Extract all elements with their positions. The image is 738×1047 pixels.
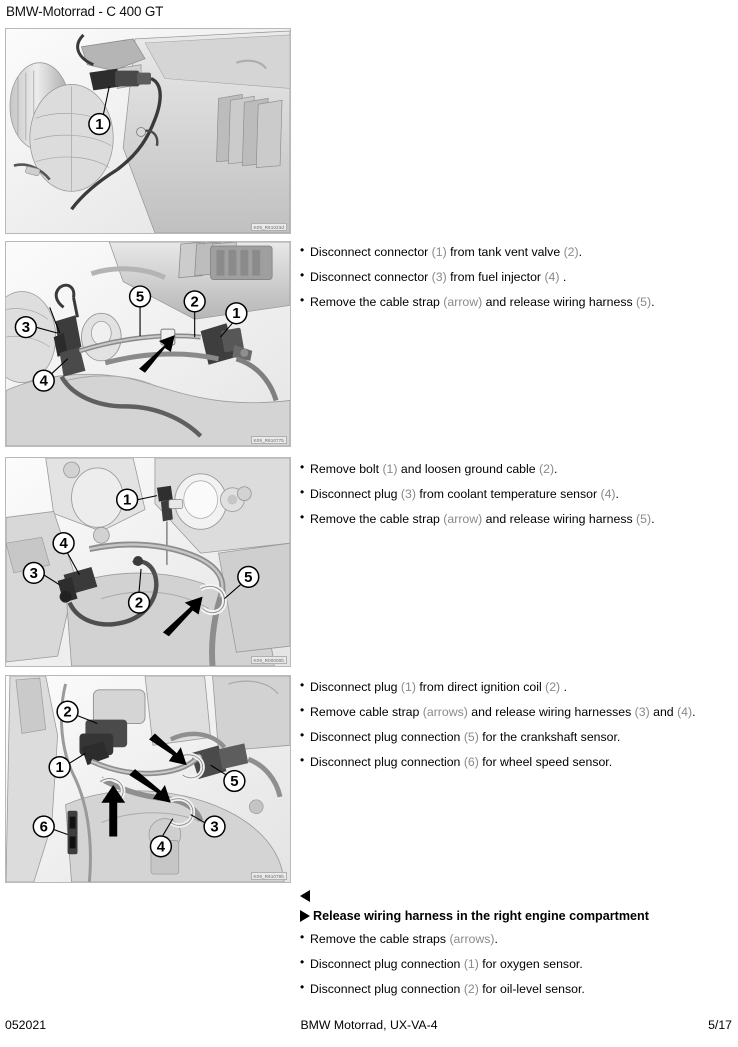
instruction-item: [300, 705, 734, 719]
footer-page-number: 5/17: [708, 1018, 732, 1032]
instruction-text: Remove bolt (1) and loosen ground cable (2).: [310, 462, 558, 476]
callout-1: 1: [123, 492, 132, 509]
footer-document-title: BMW Motorrad, UX-VA-4: [300, 1018, 438, 1032]
instruction-item: [300, 245, 734, 259]
callout-4: 4: [156, 839, 166, 856]
figure-fuel-injector-and-harness: [5, 241, 291, 447]
instruction-item: [300, 512, 734, 526]
instruction-block-coolant-sensor: [300, 462, 734, 537]
triangle-left-icon: [300, 890, 310, 902]
callout-4: 4: [59, 536, 68, 553]
callout-2: 2: [190, 294, 199, 311]
bullet-icon: •: [300, 485, 305, 499]
bullet-icon: •: [300, 678, 305, 692]
instruction-item: [300, 755, 734, 769]
figure-coolant-temperature-sensor: [5, 457, 291, 667]
illustration-2: [6, 242, 290, 446]
instruction-item: [300, 270, 734, 284]
instruction-item: [300, 957, 734, 971]
instruction-text: Remove the cable straps (arrows).: [310, 932, 498, 946]
figure-code: K09_R61077b: [251, 436, 287, 444]
page-title: BMW-Motorrad - C 400 GT: [6, 4, 164, 19]
triangle-right-icon: [300, 910, 310, 922]
bullet-icon: •: [300, 753, 305, 767]
illustration-3: [6, 458, 290, 666]
section-end-marker: [300, 890, 310, 902]
instruction-text: Remove the cable strap (arrow) and release wiring harness (5).: [310, 512, 655, 526]
bullet-icon: •: [300, 703, 305, 717]
bullet-icon: •: [300, 243, 305, 257]
callout-3: 3: [29, 565, 38, 582]
callout-2: 2: [134, 595, 144, 612]
callout-4: 4: [39, 373, 48, 390]
instruction-text: Remove cable strap (arrows) and release wiring harnesses (3) and (4).: [310, 705, 696, 719]
instruction-item: [300, 680, 734, 694]
page-footer: [0, 1018, 738, 1038]
instruction-text: Disconnect connector (3) from fuel injector (4) .: [310, 270, 567, 284]
callout-3: 3: [210, 819, 219, 836]
instruction-item: [300, 982, 734, 996]
callout-5: 5: [244, 569, 253, 586]
instruction-item: [300, 462, 734, 476]
figure-tank-vent-valve-connector: [5, 28, 291, 234]
bullet-icon: •: [300, 460, 305, 474]
bullet-icon: •: [300, 930, 305, 944]
bullet-icon: •: [300, 955, 305, 969]
callout-1: 1: [55, 760, 64, 777]
bullet-icon: •: [300, 293, 305, 307]
instruction-text: Disconnect connector (1) from tank vent valve (2).: [310, 245, 583, 259]
callout-6: 6: [39, 819, 48, 836]
instruction-block-fuel-injector: [300, 245, 734, 320]
figure-code: K09_R00000b: [251, 656, 287, 664]
callout-5: 5: [230, 773, 239, 790]
instruction-text: Disconnect plug connection (6) for wheel speed sensor.: [310, 755, 613, 769]
bullet-icon: •: [300, 980, 305, 994]
callout-3: 3: [21, 320, 30, 337]
callout-2: 2: [63, 704, 72, 721]
footer-date-code: 052021: [5, 1018, 47, 1032]
section-heading-text: Release wiring harness in the right engine compartment: [313, 909, 649, 923]
figure-code: K09_R61023d: [251, 223, 287, 231]
bullet-icon: •: [300, 510, 305, 524]
callout-1: 1: [95, 117, 104, 134]
callout-5: 5: [135, 289, 145, 306]
instruction-item: [300, 730, 734, 744]
instruction-text: Disconnect plug connection (1) for oxygen sensor.: [310, 957, 583, 971]
instruction-item: [300, 295, 734, 309]
instruction-block-right-engine-compartment: [300, 932, 734, 1007]
instruction-item: [300, 932, 734, 946]
instruction-item: [300, 487, 734, 501]
instruction-text: Disconnect plug connection (2) for oil-level sensor.: [310, 982, 585, 996]
bullet-icon: •: [300, 268, 305, 282]
illustration-1: [6, 29, 290, 233]
illustration-4: [6, 676, 290, 882]
section-heading: [300, 909, 649, 923]
instruction-text: Disconnect plug (3) from coolant temperature sensor (4).: [310, 487, 619, 501]
figure-code: K09_R61079b: [251, 872, 287, 880]
instruction-text: Disconnect plug (1) from direct ignition coil (2) .: [310, 680, 567, 694]
instruction-block-ignition-coil: [300, 680, 734, 780]
figure-ignition-coil-and-sensors: [5, 675, 291, 883]
instruction-text: Disconnect plug connection (5) for the crankshaft sensor.: [310, 730, 621, 744]
bullet-icon: •: [300, 728, 305, 742]
instruction-text: Remove the cable strap (arrow) and release wiring harness (5).: [310, 295, 655, 309]
callout-1: 1: [232, 306, 241, 323]
